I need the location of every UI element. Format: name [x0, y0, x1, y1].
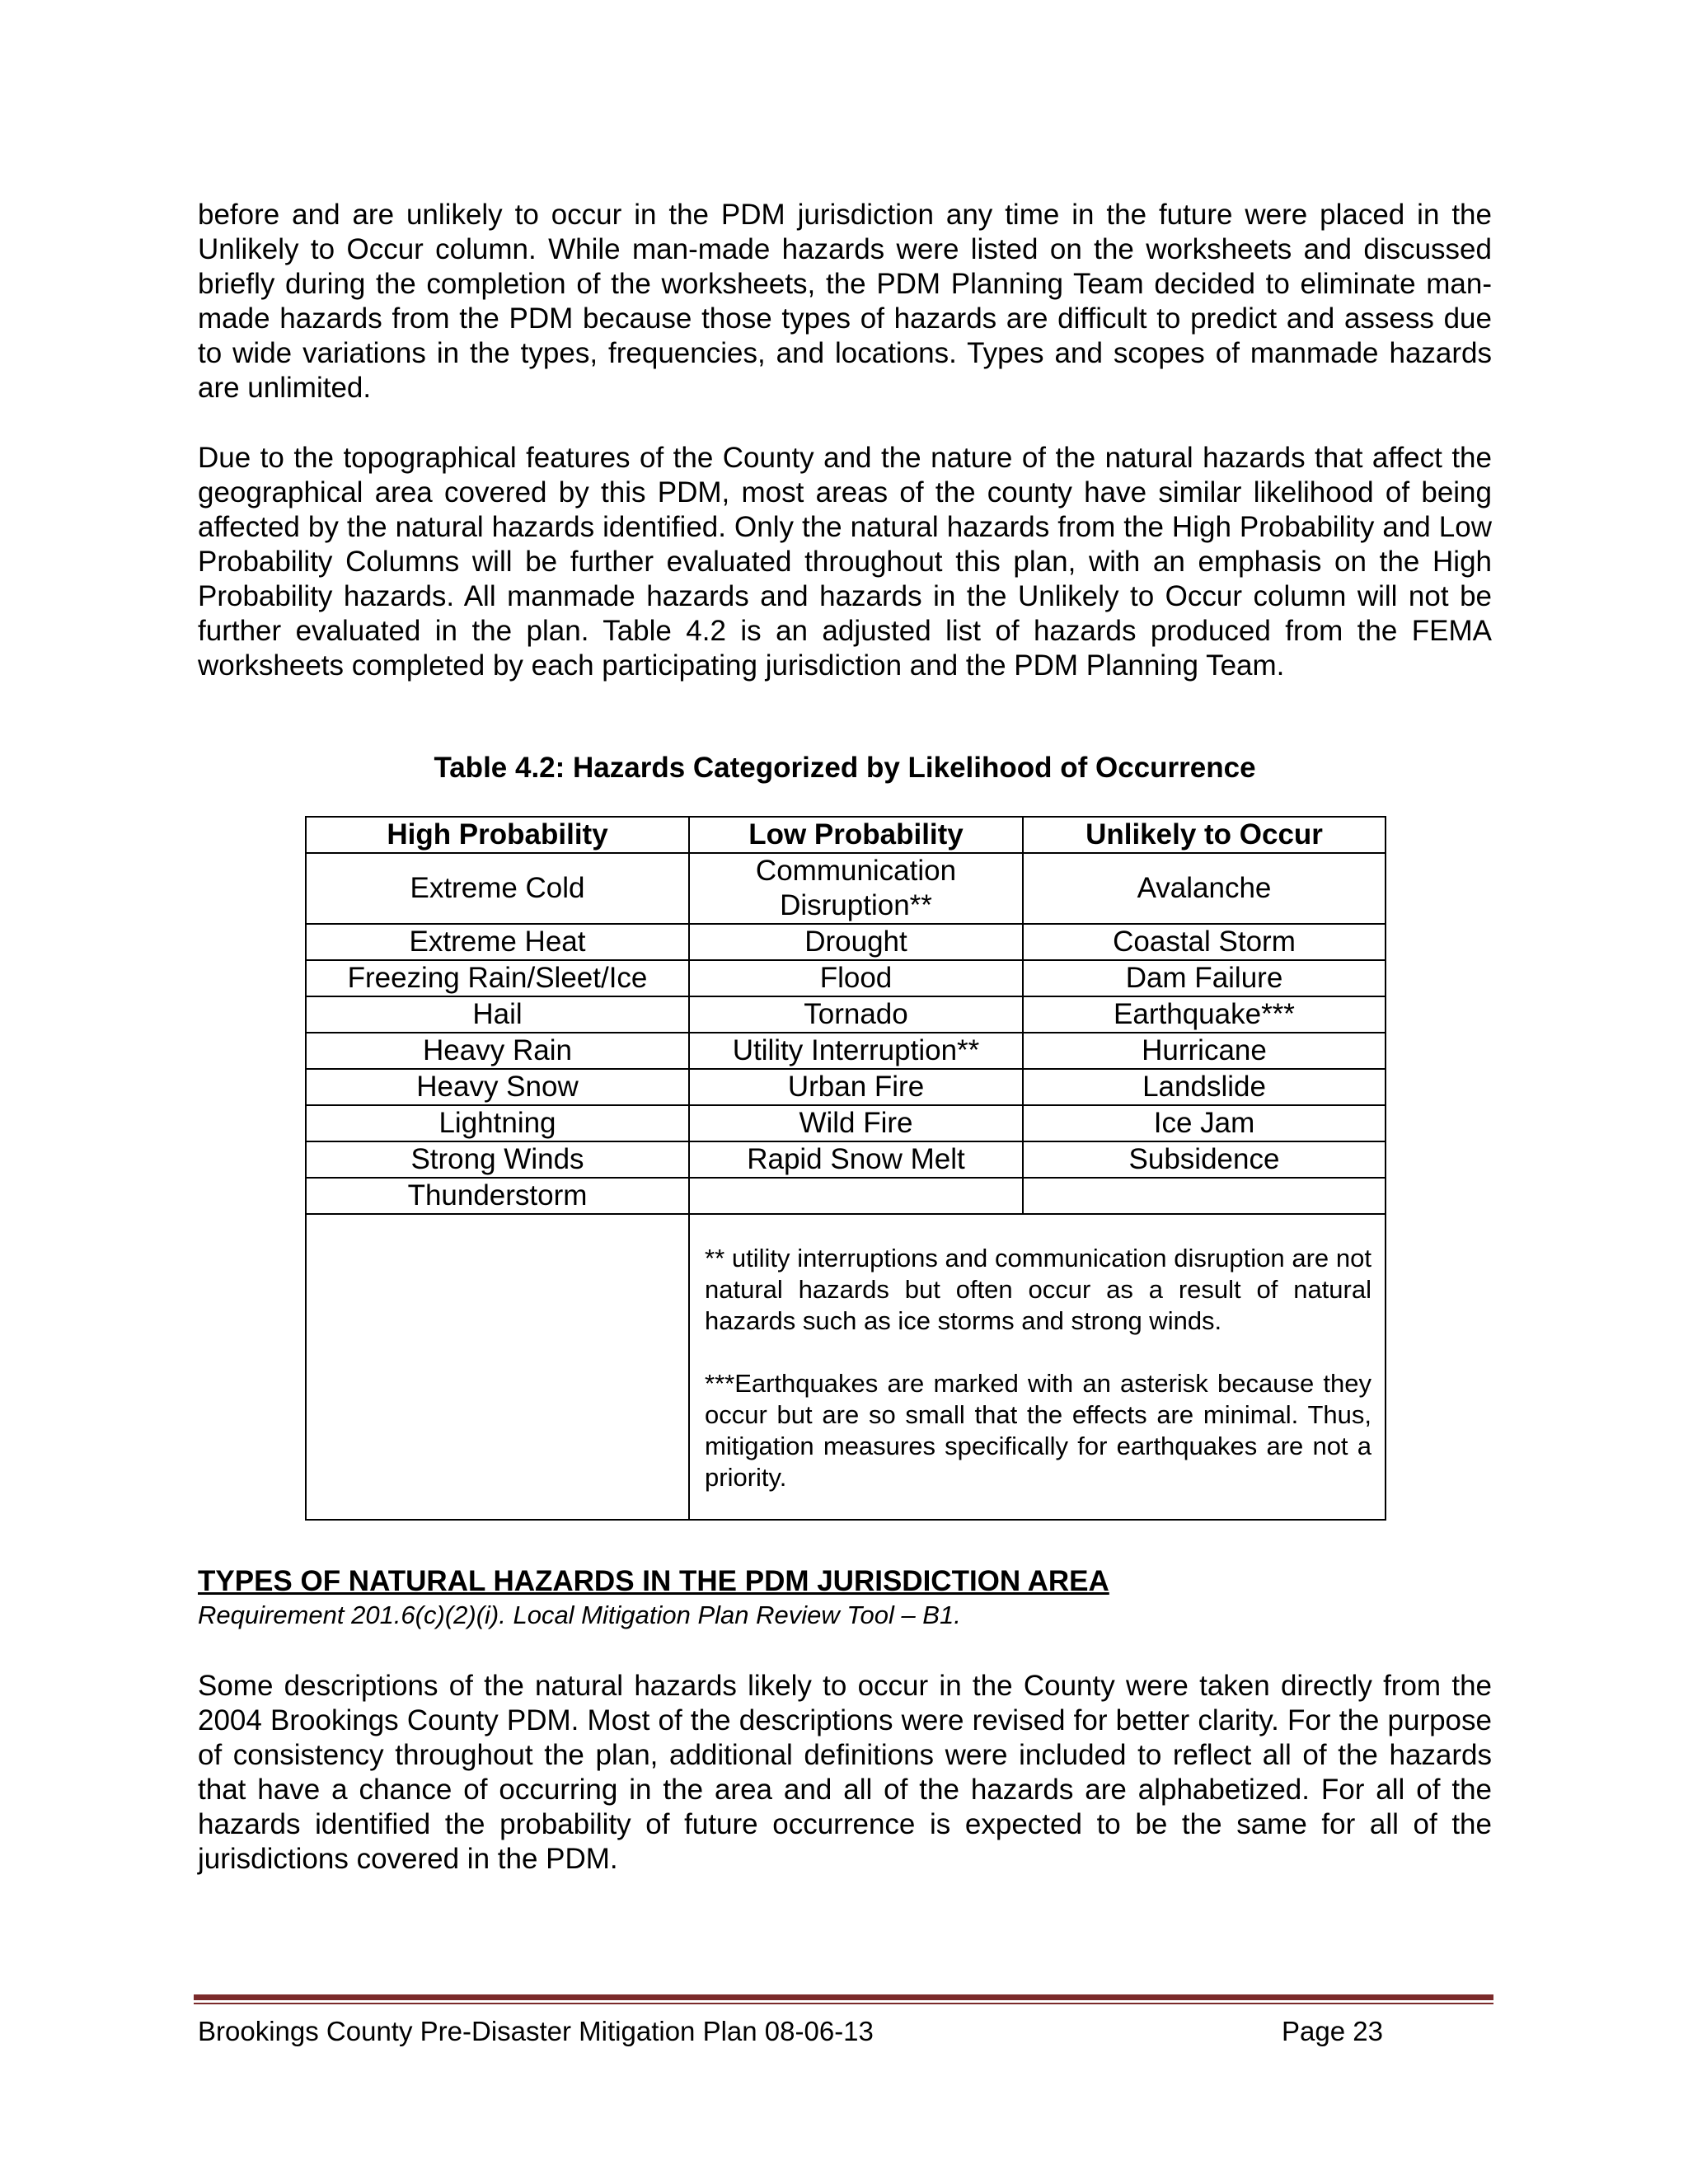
- table-cell: Thunderstorm: [306, 1178, 689, 1214]
- table-cell: Freezing Rain/Sleet/Ice: [306, 960, 689, 996]
- table-row: [306, 960, 1386, 996]
- empty-cell: [306, 1214, 689, 1520]
- table-cell: Wild Fire: [689, 1105, 1023, 1141]
- table-cell: Tornado: [689, 996, 1023, 1033]
- table-cell: [689, 1178, 1023, 1214]
- table-cell: Subsidence: [1023, 1141, 1386, 1178]
- table-notes-row: [306, 1214, 1386, 1520]
- table-row: [306, 996, 1386, 1033]
- table-cell: Heavy Snow: [306, 1069, 689, 1105]
- table-row: [306, 924, 1386, 960]
- footer-rule-thin: [194, 2003, 1493, 2004]
- table-header-row: [306, 817, 1386, 853]
- table-cell: Landslide: [1023, 1069, 1386, 1105]
- table-cell: Flood: [689, 960, 1023, 996]
- table-row: [306, 1033, 1386, 1069]
- table-title: Table 4.2: Hazards Categorized by Likelihood of Occurrence: [434, 752, 1256, 784]
- footer-page-number: Page 23: [1282, 2016, 1383, 2046]
- requirement-reference: Requirement 201.6(c)(2)(i). Local Mitigation Plan Review Tool – B1.: [198, 1601, 961, 1629]
- header-low-probability: Low Probability: [689, 817, 1023, 853]
- table-cell: Heavy Rain: [306, 1033, 689, 1069]
- table-cell: Coastal Storm: [1023, 924, 1386, 960]
- table-cell: Hurricane: [1023, 1033, 1386, 1069]
- body-paragraph-1: before and are unlikely to occur in the PDM jurisdiction any time in the future were placed in the Unlikely to Occur column. While man-made hazards were listed on the worksheets and discussed briefly during the completion of the worksheets, the PDM Planning Team decided to eliminate man-made hazards from the PDM because those types of hazards are difficult to predict and assess due to wide variations in the types, frequencies, and locations. Types and scopes of manmade hazards are unlimited.: [198, 199, 1492, 404]
- table-cell: Strong Winds: [306, 1141, 689, 1178]
- header-high-probability: High Probability: [306, 817, 689, 853]
- table-footnotes: [689, 1214, 1386, 1520]
- footer-rule: [194, 1994, 1493, 2000]
- table-row: [306, 853, 1386, 924]
- table-cell: Extreme Heat: [306, 924, 689, 960]
- footnote-utility: ** utility interruptions and communication disruption are not natural hazards but often occur as a result of natural hazards such as ice storms and strong winds.: [705, 1244, 1372, 1335]
- table-cell: Communication Disruption**: [689, 853, 1023, 924]
- header-unlikely-to-occur: Unlikely to Occur: [1023, 817, 1386, 853]
- table-row: [306, 1069, 1386, 1105]
- table-cell: Dam Failure: [1023, 960, 1386, 996]
- section-heading: TYPES OF NATURAL HAZARDS IN THE PDM JURISDICTION AREA: [198, 1565, 1109, 1597]
- table-cell: Urban Fire: [689, 1069, 1023, 1105]
- table-cell: Rapid Snow Melt: [689, 1141, 1023, 1178]
- table-cell: Ice Jam: [1023, 1105, 1386, 1141]
- table-cell: Extreme Cold: [306, 853, 689, 924]
- footer-document-title: Brookings County Pre-Disaster Mitigation Plan 08-06-13: [198, 2016, 874, 2046]
- table-cell: Lightning: [306, 1105, 689, 1141]
- body-paragraph-3: Some descriptions of the natural hazards likely to occur in the County were taken directly from the 2004 Brookings County PDM. Most of the descriptions were revised for better clarity. For the purpose of consistency throughout the plan, additional definitions were included to reflect all of the hazards that have a chance of occurring in the area and all of the hazards are alphabetized. For all of the hazards identified the probability of future occurrence is expected to be the same for all of the jurisdictions covered in the PDM.: [198, 1670, 1492, 1875]
- table-row: [306, 1105, 1386, 1141]
- table-row: [306, 1141, 1386, 1178]
- table-cell: Earthquake***: [1023, 996, 1386, 1033]
- table-row: [306, 1178, 1386, 1214]
- table-cell: Drought: [689, 924, 1023, 960]
- hazards-table: [305, 816, 1386, 1521]
- table-cell: [1023, 1178, 1386, 1214]
- body-paragraph-2: Due to the topographical features of the County and the nature of the natural hazards that affect the geographical area covered by this PDM, most areas of the county have similar likelihood of being affected by the natural hazards identified. Only the natural hazards from the High Probability and Low Probability Columns will be further evaluated throughout this plan, with an emphasis on the High Probability hazards. All manmade hazards and hazards in the Unlikely to Occur column will not be further evaluated in the plan. Table 4.2 is an adjusted list of hazards produced from the FEMA worksheets completed by each participating jurisdiction and the PDM Planning Team.: [198, 442, 1492, 682]
- table-cell: Hail: [306, 996, 689, 1033]
- table-cell: Avalanche: [1023, 853, 1386, 924]
- table-cell: Utility Interruption**: [689, 1033, 1023, 1069]
- footnote-earthquake: ***Earthquakes are marked with an asterisk because they occur but are so small that the effects are minimal. Thus, mitigation measures specifically for earthquakes are not a priority.: [705, 1369, 1372, 1492]
